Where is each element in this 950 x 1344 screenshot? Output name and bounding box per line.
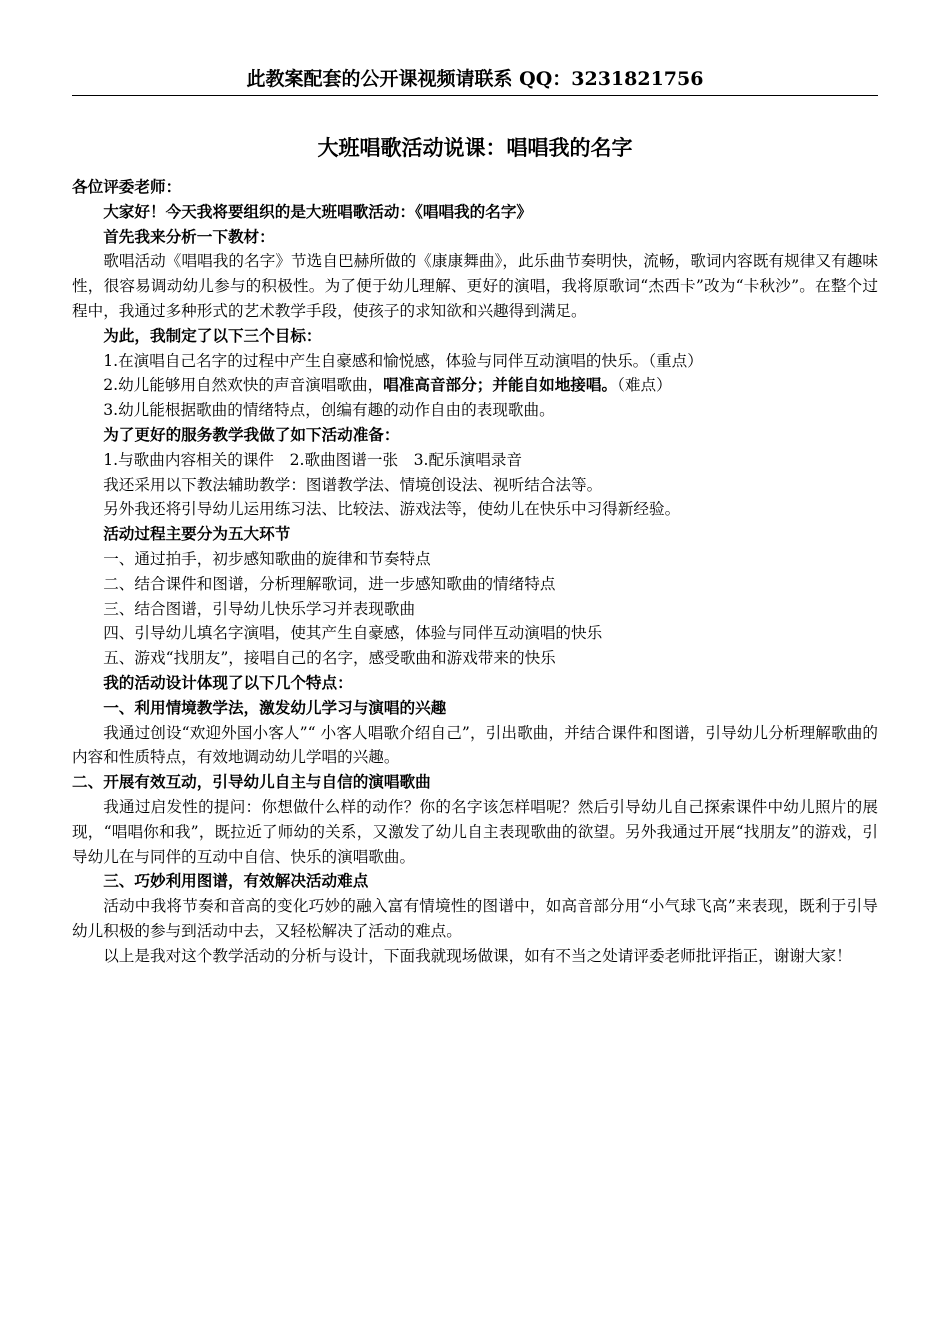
feature-1-text: 我通过创设“欢迎外国小客人”“ 小客人唱歌介绍自己”，引出歌曲，并结合课件和图谱，引导幼儿分析理解歌曲的内容和性质特点，有效地调动幼儿学唱的兴趣。 [72, 723, 878, 767]
goal-item-3: 3.幼儿能根据歌曲的情绪特点，创编有趣的动作自由的表现歌曲。 [103, 401, 555, 420]
goal-item-2 [72, 373, 878, 398]
material-heading: 首先我来分析一下教材： [103, 226, 275, 246]
methods-line-2: 另外我还将引导幼儿运用练习法、比较法、游戏法等，使幼儿在快乐中习得新经验。 [103, 500, 681, 519]
goal-2-emphasis: 唱准高音部分；并能自如地接唱。 [383, 375, 618, 395]
document-body [72, 175, 878, 969]
process-step-1: 一、通过拍手，初步感知歌曲的旋律和节奏特点 [103, 549, 431, 568]
greeting: 各位评委老师： [72, 177, 182, 196]
feature-1-heading: 一、利用情境教学法，激发幼儿学习与演唱的兴趣 [103, 697, 447, 717]
closing-paragraph: 以上是我对这个教学活动的分析与设计，下面我就现场做课，如有不当之处请评委老师批评指正，谢谢大家！ [103, 946, 852, 965]
feature-3-heading: 三、巧妙利用图谱，有效解决活动难点 [103, 871, 369, 891]
process-heading: 活动过程主要分为五大环节 [103, 524, 291, 544]
process-step-2: 二、结合课件和图谱，分析理解歌词，进一步感知歌曲的情绪特点 [103, 574, 556, 593]
prep-heading: 为了更好的服务教学我做了如下活动准备： [103, 424, 400, 444]
process-step-3: 三、结合图谱，引导幼儿快乐学习并表现歌曲 [103, 599, 416, 618]
features-heading: 我的活动设计体现了以下几个特点： [103, 672, 353, 692]
process-step-5: 五、游戏“找朋友”，接唱自己的名字，感受歌曲和游戏带来的快乐 [103, 649, 556, 668]
goal-item-1: 1.在演唱自己名字的过程中产生自豪感和愉悦感，体验与同伴互动演唱的快乐。（重点） [103, 351, 703, 370]
goal-2-note: （难点） [617, 376, 672, 395]
feature-3-text: 活动中我将节奏和音高的变化巧妙的融入富有情境性的图谱中，如高音部分用“小气球飞高”来表现，既利于引导幼儿积极的参与到活动中去，又轻松解决了活动的难点。 [72, 897, 878, 940]
process-step-4: 四、引导幼儿填名字演唱，使其产生自豪感，体验与同伴互动演唱的快乐 [103, 624, 603, 643]
feature-2-text: 我通过启发性的提问：你想做什么样的动作？你的名字该怎样唱呢？然后引导幼儿自己探索课件中幼儿照片的展现，“唱唱你和我”，既拉近了师幼的关系，又激发了幼儿自主表现歌曲的欲望。另外我通过开展“找朋友”的游戏，引导幼儿在与同伴的互动中自信、快乐的演唱歌曲。 [72, 797, 878, 866]
page-header: 此教案配套的公开课视频请联系 QQ：3231821756 [72, 64, 878, 96]
document-title: 大班唱歌活动说课：唱唱我的名字 [317, 135, 633, 160]
feature-2-heading: 二、开展有效互动，引导幼儿自主与自信的演唱歌曲 [72, 772, 431, 792]
goal-2-text: 2.幼儿能够用自然欢快的声音演唱歌曲， [103, 376, 384, 395]
goals-heading: 为此，我制定了以下三个目标： [103, 325, 322, 345]
material-paragraph: 歌唱活动《唱唱我的名字》节选自巴赫所做的《康康舞曲》，此乐曲节奏明快，流畅，歌词内容既有规律又有趣味性，很容易调动幼儿参与的积极性。为了便于幼儿理解、更好的演唱，我将原歌词“杰西卡”改为“卡秋沙”。在整个过程中，我通过多种形式的艺术教学手段，使孩子的求知欲和兴趣得到满足。 [72, 252, 878, 320]
methods-line-1: 我还采用以下教法辅助教学：图谱教学法、情境创设法、视听结合法等。 [103, 475, 603, 494]
prep-items: 1.与歌曲内容相关的课件 2.歌曲图谱一张 3.配乐演唱录音 [103, 450, 523, 469]
intro-line: 大家好！今天我将要组织的是大班唱歌活动：《唱唱我的名字》 [103, 201, 533, 221]
